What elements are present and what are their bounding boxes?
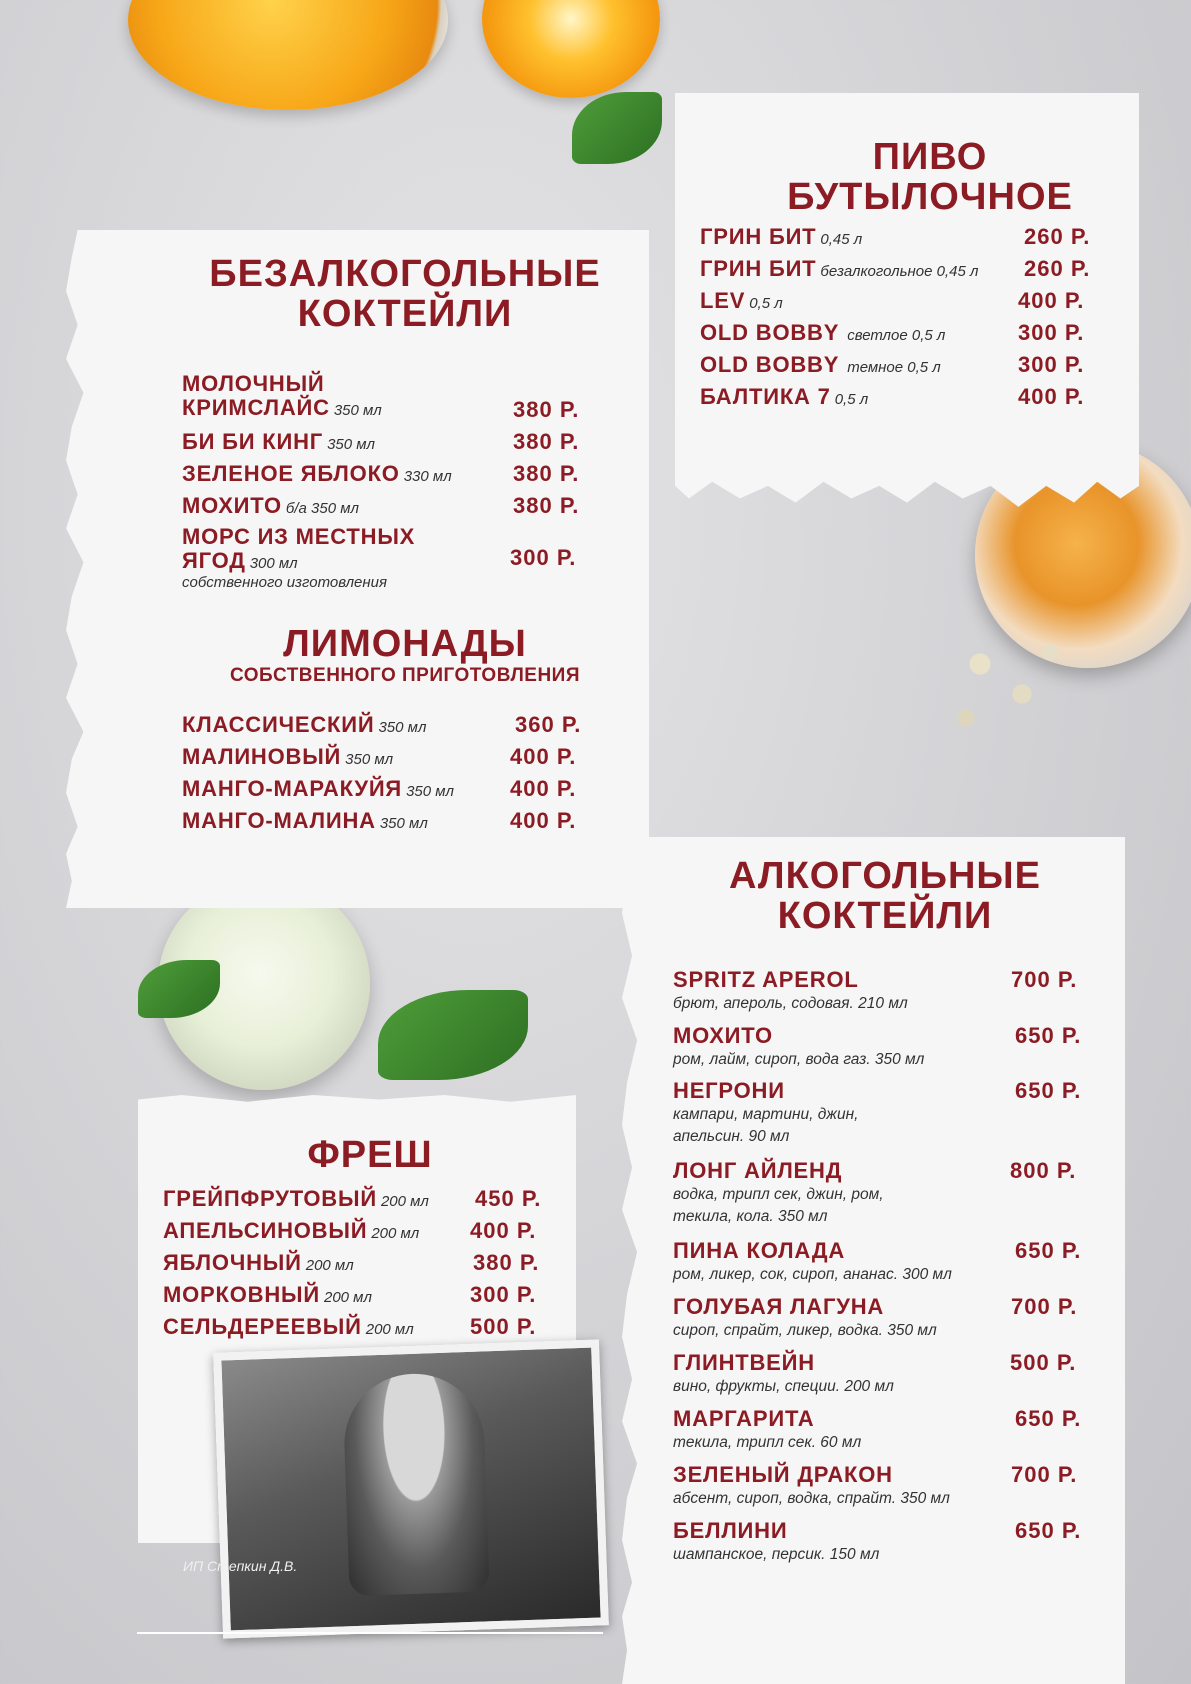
menu-item — [673, 967, 908, 1015]
item-name: ГРЕЙПФРУТОВЫЙ — [163, 1186, 377, 1211]
item-price: 260 Р. — [1024, 256, 1091, 281]
item-price: 400 Р. — [510, 744, 577, 769]
item-name: LEV — [700, 288, 746, 313]
item-price: 650 Р. — [1015, 1518, 1082, 1543]
item-price: 300 Р. — [1018, 320, 1085, 345]
item-name: ПИНА КОЛАДА — [673, 1238, 846, 1263]
menu-item — [700, 320, 945, 346]
menu-item — [182, 429, 375, 455]
item-volume: 350 мл — [406, 783, 454, 800]
beer-title-line2: БУТЫЛОЧНОЕ — [787, 175, 1073, 218]
menu-item — [673, 1158, 884, 1229]
non-alcoholic-title — [180, 255, 630, 335]
menu-item — [163, 1250, 354, 1276]
item-description: ром, ликер, сок, сироп, ананас. 300 мл — [673, 1266, 952, 1283]
item-volume: 300 мл — [249, 555, 298, 573]
item-price: 300 Р. — [510, 545, 577, 570]
item-name: МАНГО-МАРАКУЙЯ — [182, 776, 403, 801]
menu-item — [182, 461, 452, 487]
menu-item — [182, 776, 454, 802]
item-volume: 200 мл — [371, 1225, 420, 1242]
item-name: БЕЛЛИНИ — [673, 1518, 788, 1543]
menu-item — [673, 1238, 952, 1286]
lemonades-subtitle: СОБСТВЕННОГО ПРИГОТОВЛЕНИЯ — [230, 665, 580, 686]
item-description: брют, апероль, содовая. 210 мл — [673, 995, 908, 1012]
item-price: 300 Р. — [1018, 352, 1085, 377]
item-name: МАРГАРИТА — [673, 1406, 815, 1431]
alcoholic-title — [680, 857, 1090, 937]
item-name: МАЛИНОВЫЙ — [182, 744, 342, 769]
item-volume: темное 0,5 л — [847, 359, 941, 376]
item-price: 400 Р. — [510, 808, 577, 833]
menu-item — [182, 372, 382, 420]
item-price: 300 Р. — [470, 1282, 537, 1307]
item-volume: 200 мл — [305, 1257, 354, 1274]
menu-item — [700, 384, 868, 410]
item-price: 400 Р. — [510, 776, 577, 801]
menu-item — [673, 1518, 879, 1566]
item-volume: безалкогольное 0,45 л — [820, 263, 979, 280]
item-name: КРИМСЛАЙС — [182, 395, 330, 421]
item-name: МОЛОЧНЫЙ — [182, 371, 325, 396]
menu-item — [700, 256, 978, 282]
item-volume: 350 мл — [378, 719, 427, 736]
menu-item — [673, 1078, 858, 1149]
item-name: БАЛТИКА 7 — [700, 384, 831, 409]
item-description: вино, фрукты, специи. 200 мл — [673, 1378, 894, 1395]
item-name: ЗЕЛЕНОЕ ЯБЛОКО — [182, 461, 400, 486]
menu-item — [673, 1350, 894, 1398]
item-price: 700 Р. — [1011, 1462, 1078, 1487]
footer-divider — [137, 1632, 603, 1634]
item-volume: 350 мл — [333, 402, 382, 420]
item-volume: 350 мл — [345, 751, 394, 768]
item-price: 380 Р. — [513, 397, 580, 422]
item-name: МОРС ИЗ МЕСТНЫХ — [182, 524, 416, 549]
item-price: 650 Р. — [1015, 1238, 1082, 1263]
item-price: 450 Р. — [475, 1186, 542, 1211]
item-price: 650 Р. — [1015, 1023, 1082, 1048]
footer-note: ИП Степкин Д.В. — [183, 1558, 298, 1574]
item-description: текила, кола. 350 мл — [673, 1208, 828, 1226]
menu-item — [182, 744, 393, 770]
item-price: 380 Р. — [513, 493, 580, 518]
item-note: собственного изготовления — [182, 574, 388, 592]
pistachios-image — [938, 628, 1078, 748]
mint-leaf-image — [572, 92, 662, 164]
item-name: ЯБЛОЧНЫЙ — [163, 1250, 302, 1275]
menu-item — [673, 1406, 861, 1454]
item-name: МОХИТО — [182, 493, 282, 518]
item-description: апельсин. 90 мл — [673, 1128, 790, 1146]
item-price: 650 Р. — [1015, 1078, 1082, 1103]
item-price: 700 Р. — [1011, 967, 1078, 992]
item-description: ром, лайм, сироп, вода газ. 350 мл — [673, 1051, 925, 1068]
item-price: 650 Р. — [1015, 1406, 1082, 1431]
menu-item — [700, 352, 941, 378]
item-price: 360 Р. — [515, 712, 582, 737]
item-volume: 0,5 л — [834, 391, 869, 408]
item-price: 380 Р. — [513, 461, 580, 486]
fresh-title: ФРЕШ — [307, 1134, 433, 1176]
item-name: ГОЛУБАЯ ЛАГУНА — [673, 1294, 885, 1319]
item-name: БИ БИ КИНГ — [182, 429, 324, 454]
item-volume: 330 мл — [403, 468, 452, 485]
lemonades-title: ЛИМОНАДЫ — [283, 623, 527, 665]
item-volume: 200 мл — [323, 1289, 372, 1306]
item-name: SPRITZ APEROL — [673, 967, 859, 992]
menu-item — [163, 1186, 429, 1212]
item-volume: 200 мл — [365, 1321, 414, 1338]
menu-item — [182, 712, 426, 738]
item-price: 380 Р. — [473, 1250, 540, 1275]
item-price: 380 Р. — [513, 429, 580, 454]
menu-item — [673, 1023, 924, 1071]
item-volume: 0,5 л — [749, 295, 783, 312]
portrait-photo — [213, 1339, 609, 1638]
item-name: ГЛИНТВЕЙН — [673, 1350, 815, 1375]
item-description: водка, трипл сек, джин, ром, — [673, 1186, 884, 1203]
item-price: 500 Р. — [470, 1314, 537, 1339]
item-name: ЯГОД — [182, 548, 246, 574]
non-alcoholic-title-line2: КОКТЕЙЛИ — [297, 292, 513, 335]
portrait-figure — [342, 1371, 490, 1596]
item-volume: б/а 350 мл — [285, 500, 359, 517]
item-price: 700 Р. — [1011, 1294, 1078, 1319]
menu-item — [163, 1282, 372, 1308]
item-name: КЛАССИЧЕСКИЙ — [182, 712, 375, 737]
orange-slice-image — [482, 0, 660, 98]
item-name: OLD BOBBY — [700, 352, 840, 377]
item-price: 500 Р. — [1010, 1350, 1077, 1375]
non-alcoholic-title-line1: БЕЗАЛКОГОЛЬНЫЕ — [209, 253, 601, 295]
menu-item — [163, 1218, 419, 1244]
mint-sprig-image — [378, 990, 528, 1080]
item-name: ГРИН БИТ — [700, 256, 817, 281]
alcoholic-title-line2: КОКТЕЙЛИ — [777, 894, 993, 937]
menu-item — [182, 493, 359, 519]
item-description: абсент, сироп, водка, спрайт. 350 мл — [673, 1490, 950, 1507]
beer-title-line1: ПИВО — [872, 136, 988, 178]
item-name: ГРИН БИТ — [700, 224, 817, 249]
item-description: сироп, спрайт, ликер, водка. 350 мл — [673, 1322, 937, 1339]
item-name: ЛОНГ АЙЛЕНД — [673, 1158, 843, 1183]
alcoholic-title-line1: АЛКОГОЛЬНЫЕ — [729, 855, 1041, 897]
menu-item — [700, 288, 783, 314]
item-name: АПЕЛЬСИНОВЫЙ — [163, 1218, 368, 1243]
menu-item — [182, 808, 428, 834]
beer-title — [740, 138, 1120, 218]
item-description: шампанское, персик. 150 мл — [673, 1546, 880, 1563]
item-description: текила, трипл сек. 60 мл — [673, 1434, 862, 1451]
item-name: НЕГРОНИ — [673, 1078, 785, 1103]
item-volume: 350 мл — [327, 436, 376, 453]
menu-item — [700, 224, 862, 250]
item-price: 400 Р. — [1018, 384, 1085, 409]
item-price: 260 Р. — [1024, 224, 1091, 249]
item-price: 400 Р. — [1018, 288, 1085, 313]
item-name: СЕЛЬДЕРЕЕВЫЙ — [163, 1314, 362, 1339]
menu-item — [673, 1462, 950, 1510]
item-price: 400 Р. — [470, 1218, 537, 1243]
menu-item — [163, 1314, 414, 1340]
orange-juice-glass-image — [128, 0, 448, 110]
menu-item — [673, 1294, 937, 1342]
item-description: кампари, мартини, джин, — [673, 1106, 859, 1123]
item-name: OLD BOBBY — [700, 320, 840, 345]
item-name: МАНГО-МАЛИНА — [182, 808, 376, 833]
item-price: 800 Р. — [1010, 1158, 1077, 1183]
item-volume: 350 мл — [379, 815, 428, 832]
item-volume: 0,45 л — [820, 231, 863, 248]
item-name: МОРКОВНЫЙ — [163, 1282, 320, 1307]
item-name: ЗЕЛЕНЫЙ ДРАКОН — [673, 1462, 893, 1487]
item-name: МОХИТО — [673, 1023, 773, 1048]
item-volume: 200 мл — [380, 1193, 429, 1210]
menu-item — [182, 525, 415, 592]
item-volume: светлое 0,5 л — [847, 327, 946, 344]
